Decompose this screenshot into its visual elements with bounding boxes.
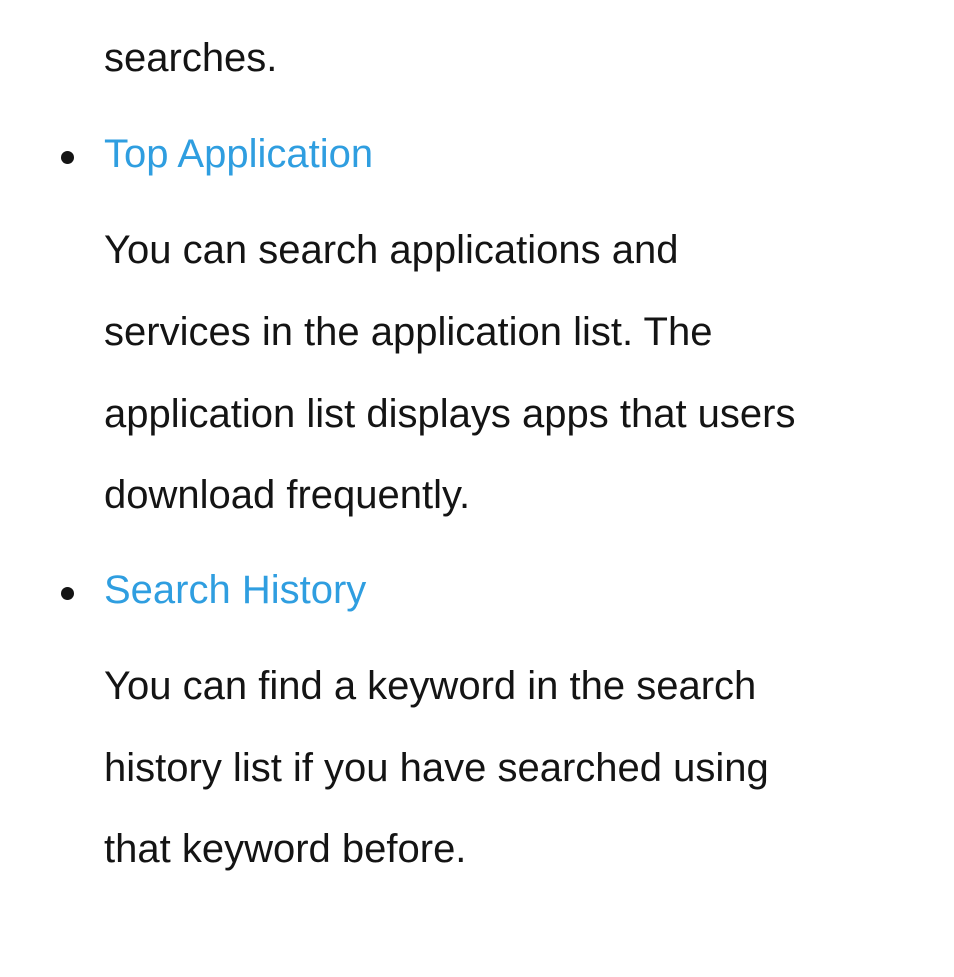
bullet-icon xyxy=(61,587,74,600)
item-description-line: You can search applications and xyxy=(104,228,679,272)
item-description-line: application list displays apps that users xyxy=(104,392,796,436)
item-title: Search History xyxy=(104,568,367,612)
item-description-line: that keyword before. xyxy=(104,827,467,871)
item-description-line: You can find a keyword in the search xyxy=(104,664,757,708)
bullet-icon xyxy=(61,151,74,164)
item-description-line: download frequently. xyxy=(104,473,471,517)
item-description-line: services in the application list. The xyxy=(104,310,713,354)
intro-tail-text: searches. xyxy=(104,36,278,80)
item-title: Top Application xyxy=(104,132,374,176)
item-description-line: history list if you have searched using xyxy=(104,746,769,790)
